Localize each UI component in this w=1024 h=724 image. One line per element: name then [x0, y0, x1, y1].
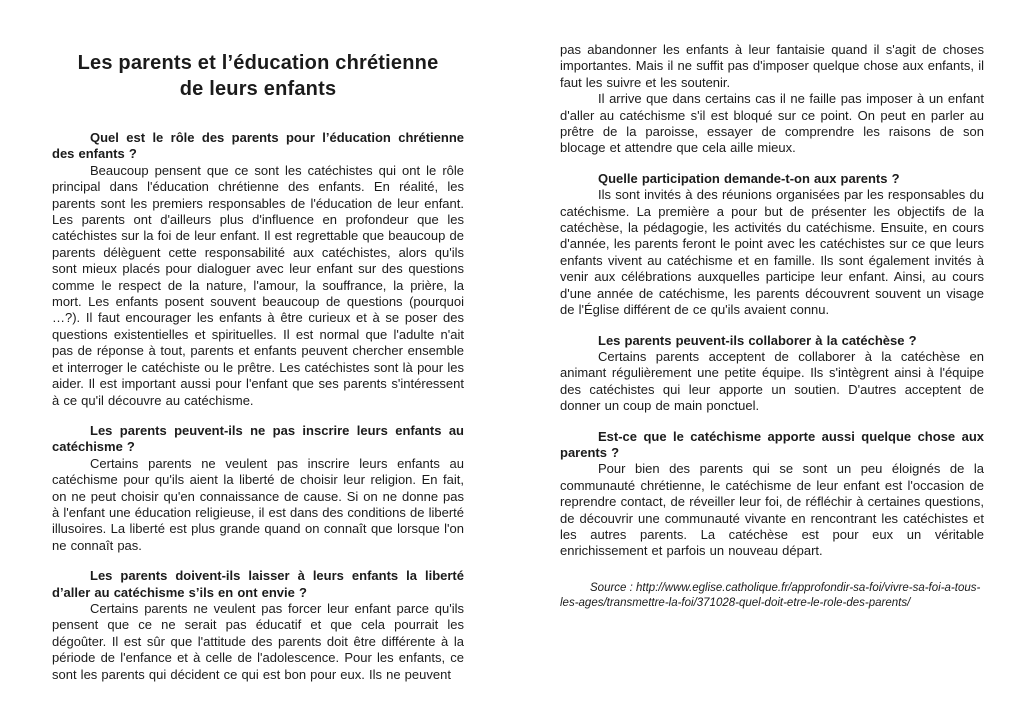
heading-role-des-parents: Quel est le rôle des parents pour l’éducation chrétienne des enfants ?	[52, 130, 464, 162]
heading-ne-pas-inscrire: Les parents peuvent-ils ne pas inscrire leurs enfants au catéchisme ?	[52, 422, 464, 455]
left-column	[52, 42, 464, 683]
paragraph-ne-pas-imposer: Il arrive que dans certains cas il ne faille pas imposer à un enfant d'aller au catéchisme s'il est bloqué sur ce point. On peut en parler au prêtre de la paroisse, essayer de comprendre les raisons de son blocage et attendre que cela aille mieux.	[560, 91, 984, 156]
paragraph-role-des-parents: Beaucoup pensent que ce sont les catéchistes qui ont le rôle principal dans l'éducation chrétienne des enfants. En réalité, les parents sont les premiers responsables de l'éducation de leur enfant. Les parents ont d'ailleurs plus d'influence en profondeur que les catéchistes sur la foi de leur enfant. Il est regrettable que beaucoup de parents délèguent cette responsabilité aux catéchistes, alors qu'ils sont mieux placés pour dialoguer avec leur enfant sur des questions comme le respect de la nature, l'amour, la souffrance, la prière, la mort. Les enfants posent souvent beaucoup de questions (pourquoi …?). Il faut encourager les enfants à être curieux et à se poser des questions existentielles et spirituelles. Il est normal que l'adulte n'ait pas de réponse à tout, parents et enfants peuvent chercher ensemble et interroger le catéchiste ou le prêtre. Les catéchistes sont là pour les aider. Il est important aussi pour l'enfant que ses parents s'intéressent à ce qu'il découvre au catéchisme.	[52, 162, 464, 408]
paragraph-apporte-aux-parents: Pour bien des parents qui se sont un peu éloignés de la communauté chrétienne, le catéchisme de leur enfant est l'occasion de reprendre contact, de réveiller leur foi, de réfléchir à certaines questions, de découvrir une communauté vivante en rencontrant les catéchistes et les autres parents. La catéchèse est pour eux un véritable enrichissement et parfois un nouveau départ.	[560, 461, 984, 559]
paragraph-ne-pas-inscrire: Certains parents ne veulent pas inscrire leurs enfants au catéchisme pour qu'ils aient la liberté de choisir leur religion. En fait, on ne peut choisir qu'en connaissance de cause. Si on ne donne pas à l'enfant une éducation religieuse, il est dans des conditions de liberté illusoires. La liberté est plus grande quand on connaît que lorsque l'on ne connaît pas.	[52, 455, 464, 553]
heading-liberte-aller-catechisme: Les parents doivent-ils laisser à leurs enfants la liberté d’aller au catéchisme s’ils en ont envie ?	[52, 568, 464, 600]
document-title-line-2: de leurs enfants	[179, 78, 337, 100]
right-column	[560, 42, 984, 611]
paragraph-liberte-aller-catechisme: Certains parents ne veulent pas forcer leur enfant parce qu'ils pensent que ce ne serait pas éducatif et que cela pourrait les dégoûter. Il est sûr que l'attitude des parents doit être différente à la période de l'enfance et à celle de l'adolescence. Pour les enfants, ce sont les parents qui décident ce qui est bon pour eux. Ils ne peuvent	[52, 600, 464, 682]
heading-collaborer-catechese: Les parents peuvent-ils collaborer à la catéchèse ?	[598, 332, 917, 348]
paragraph-participation-parents: Ils sont invités à des réunions organisées par les responsables du catéchisme. La première a pour but de présenter les objectifs de la catéchèse, la pédagogie, les activités du catéchisme. Ensuite, en cours d'année, les parents feront le point avec les catéchistes sur ce que leurs enfants vivent au catéchisme et en famille. Ils sont également invités à venir aux célébrations auxquelles participe leur enfant. Ainsi, au cours d'une année de catéchisme, les parents découvrent souvent un visage de l'Église différent de ce qu'ils avaient connu.	[560, 187, 984, 318]
heading-apporte-aux-parents: Est-ce que le catéchisme apporte aussi quelque chose aux parents ?	[560, 428, 984, 460]
heading-participation-parents: Quelle participation demande-t-on aux parents ?	[598, 170, 900, 186]
document-title	[52, 50, 464, 102]
source-citation: Source : http://www.eglise.catholique.fr/approfondir-sa-foi/vivre-sa-foi-a-tous-les-ages/transmettre-la-foi/371028-quel-doit-etre-le-role-des-parents/	[560, 581, 981, 609]
paragraph-continuation: pas abandonner les enfants à leur fantaisie quand il s'agit de choses importantes. Mais il ne suffit pas d'imposer quelque chose aux enfants, il faut les suivre et les soutenir.	[560, 42, 984, 90]
paragraph-collaborer-catechese: Certains parents acceptent de collaborer à la catéchèse en animant régulièrement une petite équipe. Ils s'intègrent ainsi à l'équipe des catéchistes qui leur apporte un soutien. D'autres acceptent de donner un coup de main ponctuel.	[560, 348, 984, 414]
document-title-line-1: Les parents et l’éducation chrétienne	[77, 52, 439, 74]
